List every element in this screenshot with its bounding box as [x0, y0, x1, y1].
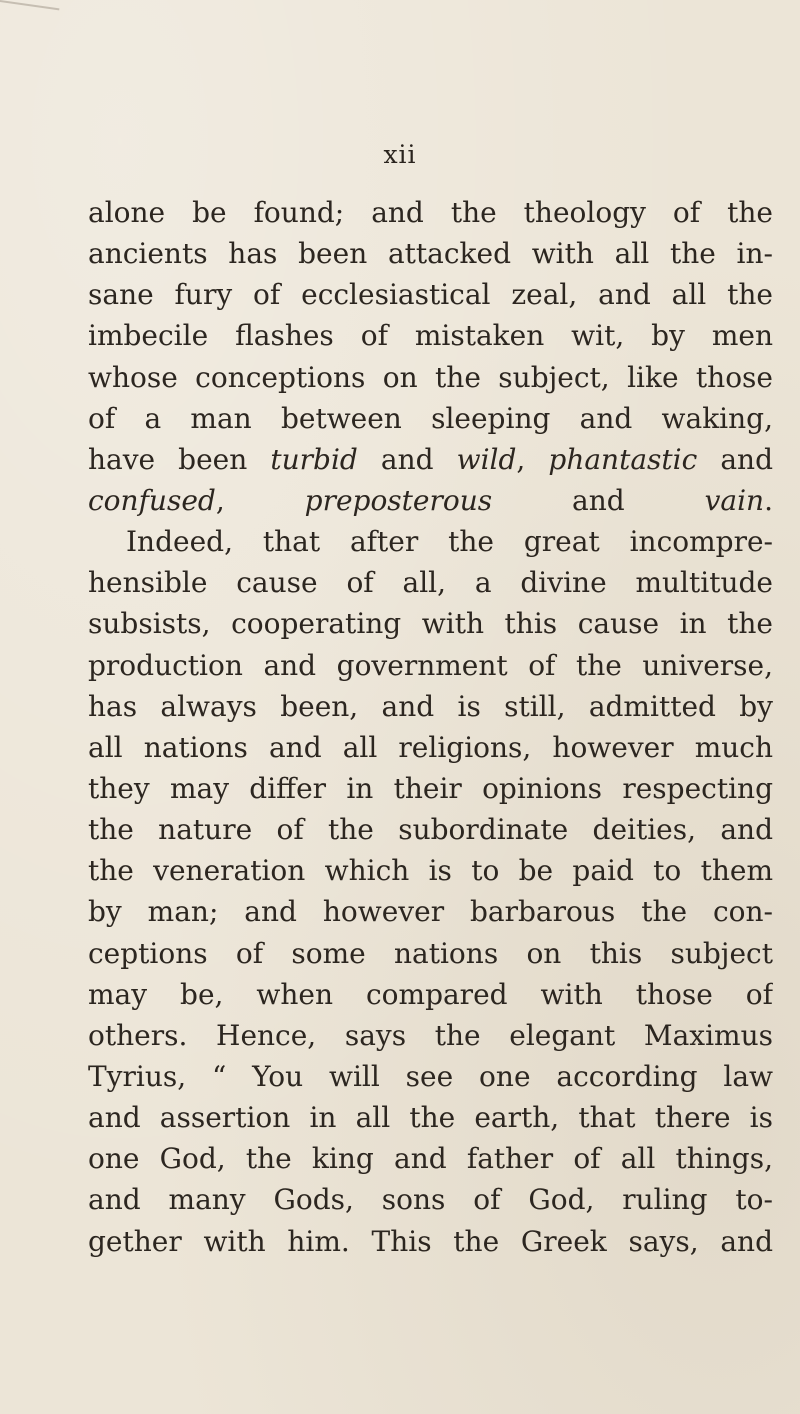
italic-phrase: phantastic	[548, 442, 698, 476]
body-text	[88, 192, 773, 1262]
italic-phrase: preposterous	[304, 483, 493, 517]
text-line: the veneration which is to be paid to them	[88, 854, 773, 888]
text-line: ceptions of some nations on this subject	[88, 936, 773, 970]
page-corner-mark	[0, 0, 59, 40]
text-line: one God, the king and father of all things,	[88, 1142, 773, 1176]
italic-phrase: turbid	[270, 442, 358, 476]
text-line: confused, preposterous and vain.	[88, 483, 773, 517]
text-line: hensible cause of all, a divine multitude	[88, 566, 773, 600]
italic-phrase: confused	[88, 483, 216, 517]
text-line: whose conceptions on the subject, like those	[88, 360, 773, 394]
text-line: ancients has been attacked with all the in-	[88, 237, 773, 271]
text-line: may be, when compared with those of	[88, 977, 773, 1011]
text-line: others. Hence, says the elegant Maximus	[88, 1018, 773, 1052]
text-line: have been turbid and wild, phantastic and	[88, 442, 773, 476]
text-line: Tyrius, “ You will see one according law	[88, 1059, 773, 1093]
text-line: all nations and all religions, however much	[88, 730, 773, 764]
text-line: by man; and however barbarous the con-	[88, 895, 773, 929]
page-number: xii	[383, 140, 417, 169]
text-line: and many Gods, sons of God, ruling to-	[88, 1183, 773, 1217]
text-line: sane fury of ecclesiastical zeal, and all the	[88, 278, 773, 312]
text-line: the nature of the subordinate deities, and	[88, 813, 773, 847]
text-line: subsists, cooperating with this cause in the	[88, 607, 773, 641]
italic-phrase: wild	[456, 442, 517, 476]
text-line: alone be found; and the theology of the	[88, 196, 773, 229]
text-line: and assertion in all the earth, that there is	[88, 1101, 773, 1135]
italic-phrase: vain	[704, 483, 765, 517]
text-line: has always been, and is still, admitted by	[88, 689, 773, 723]
text-line: they may differ in their opinions respecting	[88, 771, 773, 805]
text-line: of a man between sleeping and waking,	[88, 401, 773, 435]
text-line: Indeed, that after the great incompre-	[126, 525, 773, 559]
text-line: gether with him. This the Greek says, and	[88, 1224, 773, 1258]
text-line: production and government of the universe,	[88, 648, 773, 682]
text-line: imbecile flashes of mistaken wit, by men	[88, 319, 773, 353]
